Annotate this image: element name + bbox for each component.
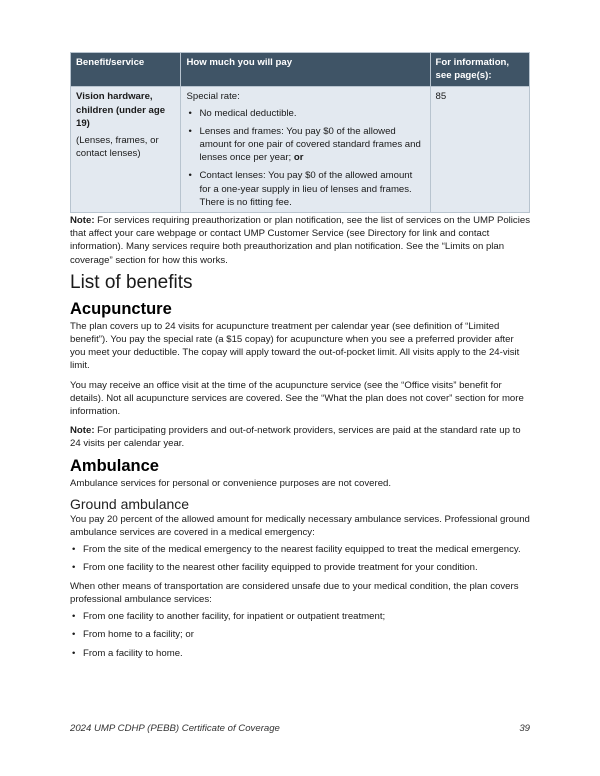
other-transport-para: When other means of transportation are considered unsafe due to your medical condition, the plan covers professional ambulance services: (70, 580, 519, 605)
header-info-pages: For information, see page(s): (430, 53, 529, 87)
ambulance-intro: Ambulance services for personal or convenience purposes are not covered. (70, 477, 392, 489)
ground-ambulance-heading: Ground ambulance (70, 495, 190, 512)
acupuncture-heading: Acupuncture (70, 299, 172, 318)
table-row (71, 87, 530, 213)
list-item: • From the site of the medical emergency to the nearest facility equipped to treat the medical emergency. (70, 543, 530, 556)
service-note: (Lenses, frames, or contact lenses) (76, 135, 159, 160)
ground-ambulance-list (70, 543, 530, 574)
footer-title: 2024 UMP CDHP (PEBB) Certificate of Coverage (70, 723, 280, 734)
header-how-much-you-pay: How much you will pay (181, 53, 430, 87)
list-of-benefits-heading: List of benefits (70, 271, 193, 293)
or-conjunction: or (293, 152, 304, 164)
other-transport-list (70, 610, 530, 660)
list-item: • No medical deductible. (186, 107, 424, 120)
list-item: • From home to a facility; or (70, 628, 530, 641)
rate-cell (181, 87, 430, 213)
ground-ambulance-para: You pay 20 percent of the allowed amount for medically necessary ambulance services. Professional ground ambulance services are covered in a medical emergency: (70, 513, 530, 539)
acupuncture-para-2: You may receive an office visit at the time of the acupuncture service (see the “Office visits” benefit for details). Not all acupuncture services are covered. See the “What the plan does not cover” section for more information. (70, 379, 524, 418)
rate-bullet-list (186, 107, 424, 209)
list-item: • Lenses and frames: You pay $0 of the allowed amount for one pair of covered standard frames and lenses once per year; or (186, 125, 424, 165)
list-item: • Contact lenses: You pay $0 of the allowed amount for a one-year supply in lieu of lenses and frames. There is no fitting fee. (186, 169, 424, 209)
service-cell (71, 87, 181, 213)
list-item: • From one facility to the nearest other facility equipped to provide treatment for your condition. (70, 561, 530, 574)
page-footer (70, 723, 530, 734)
acupuncture-note: Note: For participating providers and out-of-network providers, services are paid at the standard rate up to 24 visits per calendar year. (70, 425, 521, 450)
rate-label: Special rate: (186, 91, 240, 103)
list-item: • From one facility to another facility, for inpatient or outpatient treatment; (70, 610, 530, 623)
pages-cell: 85 (430, 87, 529, 213)
page-content (70, 52, 530, 665)
page-number: 39 (519, 723, 530, 734)
benefit-table (70, 52, 530, 213)
table-header-row (71, 53, 530, 87)
table-note: Note: For services requiring preauthorization or plan notification, see the list of services on the UMP Policies that affect your care webpage or contact UMP Customer Service (see Directory for link and contact information). Many services require both preauthorization and plan notification. See the “Limits on plan coverage” section for how this works. (70, 215, 530, 266)
acupuncture-para-1: The plan covers up to 24 visits for acupuncture treatment per calendar year (see definition of “Limited benefit”). You pay the special rate (a $15 copay) for acupuncture when you see a preferred provider after you meet your deductible. The copay will apply toward the out-of-pocket limit. All visits apply to the 24-visit limit. (70, 320, 520, 372)
ambulance-heading: Ambulance (70, 456, 159, 475)
list-item: • From a facility to home. (70, 647, 530, 660)
service-name: Vision hardware, children (under age 19) (76, 91, 166, 129)
header-benefit-service: Benefit/service (71, 53, 181, 87)
